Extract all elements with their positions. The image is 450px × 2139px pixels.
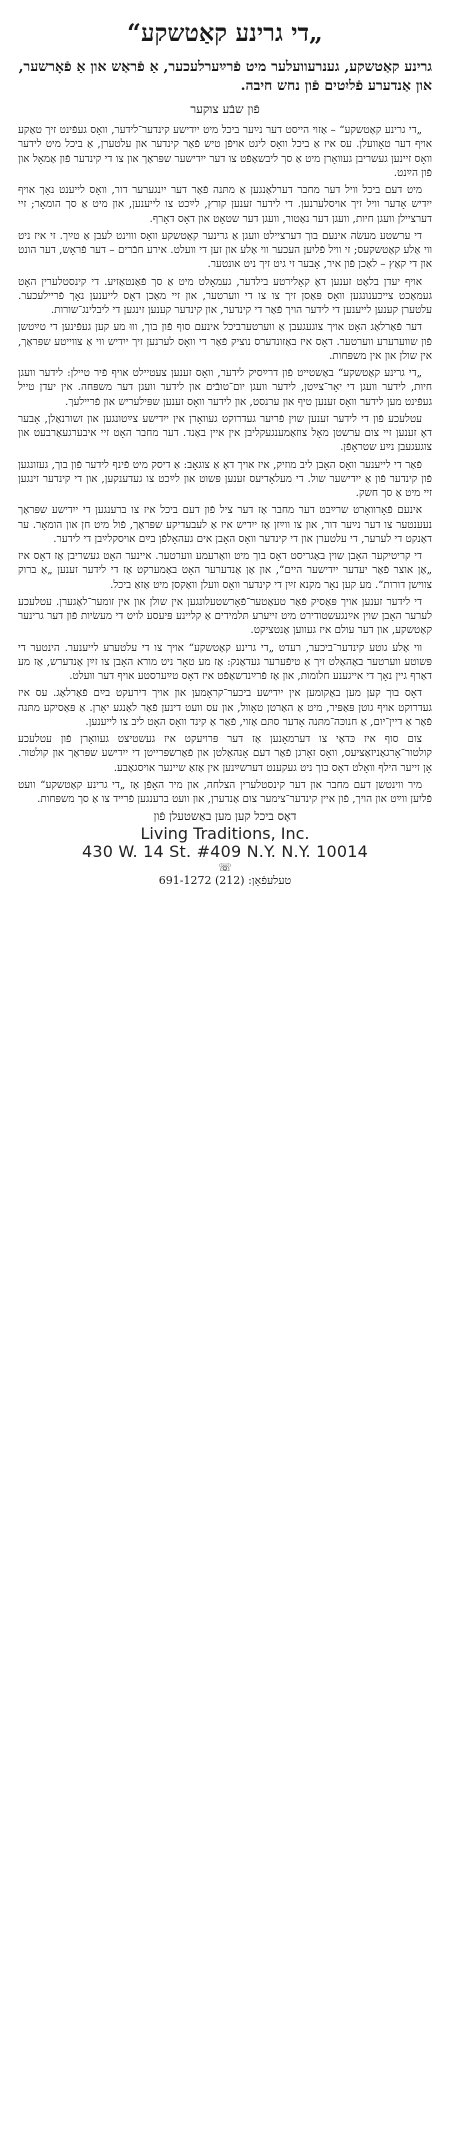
body-paragraph: די ערשטע מעשׂה אינעם בוך דערציילט וועגן אַ גרינער קאַטשקע וואָס וווינט לעבן אַ טײַך. זי איז ניט ווי אַלע קאַטשקעס; זי וויל פֿליִען העכער ווי אַלע און זען די וועלט. אירע חבֿרים – דער פֿראָש, דער הונט און די קאַץ – לאַכן פֿון איר, אָבער זי גיט זיך ניט אונטער. (18, 229, 432, 271)
article-body (18, 123, 432, 806)
phone-icon: ☏ (218, 861, 232, 875)
body-paragraph: עטלעכע פֿון די לידער זענען שוין פֿריִער געדרוקט געוואָרן אין ייִדישע צײַטונגען און זשורנאַלן, אָבער דאָ זענען זיי צום ערשטן מאָל צוזאַמענגעקליבן אין איין באַנד. דער מחבר האָט זיי איבערגעאַרבעט און צוגעגעבן נײַע שטראָפֿן. (18, 412, 432, 454)
article-subtitle: גרינע קאַטשקע, גענרעוועלער מיט פֿרײַערלעכער, אַ פֿראַש און אַ פֿאָרשער, און אַנדערע פֿליִטים פֿון נחש חיבה. (18, 59, 432, 94)
body-paragraph: דאָס בוך קען מען באַקומען אין ייִדישע ביכער־קראָמען און אויך דירעקט בײַם פֿאַרלאַג. עס איז געדרוקט אויף גוטן פּאַפּיר, מיט אַ האַרטן טאָוול, און עס וועט דינען פֿאַר לאַנגע יאָרן. אַ פּאַסיקע מתּנה פֿאַר אַ דיין־יום, אַ חנוכּה־מתּנה אָדער סתּם אַזוי, פֿאַר אַ קינד וואָס האָט ליב צו לייענען. (18, 687, 432, 728)
body-paragraph: אויף יעדן בלאַט זענען דאָ קאָלירטע בילדער, געמאָלט מיט אַ סך פֿאַנטאַזיע. די קינסטלערין האָט געמאַכט צייכענונגען וואָס פּאַסן זיך צו צו די ווערטער, און זיי מאַכן דאָס לייענען נאָך פֿריילעכער. עלטערן קענען לייענען די לידער הויך פֿאַר די קינדער, און קינדער קענען זינגען די ליבלינג־שורות. (18, 275, 432, 316)
body-paragraph: צום סוף איז כּדאַי צו דערמאָנען אַז דער פּרויעקט איז געשטיצט געוואָרן פֿון עטלעכע קולטור־אָרגאַניזאַציעס, וואָס זאָרגן פֿאַר דעם אָנהאַלטן און פֿאַרשפּרייטן די ייִדישע שפּראַך און קולטור. אָן זייער הילף וואָלט דאָס בוך ניט געקענט דערשײַנען אין אַזאַ שיינער אויסגאַבע. (18, 733, 432, 774)
publisher-name: Living Traditions, Inc. (140, 824, 310, 844)
article-byline: פֿון שבֿע צוקער (190, 102, 260, 116)
body-paragraph: ווי אַלע גוטע קינדער־ביכער, רעדט „די גרינע קאַטשקע“ אויך צו די עלטערע לייענער. הינטער די פּשוטע ווערטער באַהאַלט זיך אַ טיפֿערער געדאַנק: אַז מע טאָר ניט מורא האָבן צו זײַן אַנדערש, אַז מע דאַרף גיין נאָך די אייגענע חלומות, און אַז פֿרײַנדשאַפֿט איז דאָס טײַערסטע אויף דער וועלט. (18, 641, 432, 682)
body-paragraph: „די גרינע קאַטשקע“ – אַזוי הייסט דער נײַער ביכל מיט ייִדישע קינדער־לידער, וואָס געפֿינט זיך טאַקע אויף דער טאָוועלן. עס איז אַ ביכל וואָס ליגט אויפֿן טיש פֿאַר קינדער און עלטערן, אַ ביכל מיט לידער וואָס זיינען געשריבן געוואָרן מיט אַ סך ליבשאַפֿט צו דער ייִדישער שפּראַך און צו די קינדער פֿון אַמאָל און פֿון הײַנט. (18, 124, 432, 179)
body-paragraph: מיר ווינטשן דעם מחבר און דער קינסטלערין הצלחה, און מיר האָפֿן אַז „די גרינע קאַטשקע“ וועט פֿליִען ווײַט און הויך, פֿון איין קינדער־צימער צום אַנדערן, און וועט ברענגען פֿרייד צו אַ סך משפּחות. (18, 778, 432, 805)
body-paragraph: אינעם פֿאָרוואָרט שרײַבט דער מחבר אַז דער ציל פֿון דעם ביכל איז צו ברענגען די ייִדישע שפּראַך נעענטער צו דער נײַער דור, און צו ווײַזן אַז ייִדיש איז אַ לעבעדיקע שפּראַך, פֿול מיט חן און הומאָר. ער דאַנקט די לערער, די עלטערן און די קינדער וואָס האָבן אים געהאָלפֿן בײַם אויסקלײַבן די לידער. (18, 504, 432, 545)
article-title: „די גרינע קאַטשקע“ (127, 18, 323, 47)
body-paragraph: „די גרינע קאַטשקע“ באַשטייט פֿון דרײַסיק לידער, וואָס זענען צעטיילט אויף פֿיר טיילן: לידער וועגן חיות, לידער וועגן די יאָר־צײַטן, לידער וועגן יום־טובֿים און לידער וועגן דער משפּחה. אין יעדן טייל געפֿינט מען לידער וואָס זענען טיף און ערנסט, און לידער וואָס זענען שפּילעריש און פֿריילעך. (18, 367, 432, 408)
body-paragraph: מיט דעם ביכל וויל דער מחבר דערלאַנגען אַ מתּנה פֿאַר דער ייִנגערער דור, וואָס לייענט נאָך אויף ייִדיש אָדער וויל זיך אויסלערנען. די לידער זענען קורץ, לײַכט צו לייענען, און מיט אַ סך הומאָר; זיי דערציילן וועגן חיות, וועגן דער נאַטור, וועגן דער שטאָט און דאָס דאָרף. (18, 184, 432, 225)
body-paragraph: די לידער זענען אויך פּאַסיק פֿאַר טעאַטער־פֿאָרשטעלונגען אין שולן און אין זומער־לאַגערן. עטלעכע לערער האָבן שוין אײַנגעשטודירט מיט זייערע תּלמידים אַ קליינע פּיעסע לויט די מעשׂיות פֿון דער גרינער קאַטשקע, און דער עולם איז געווען אַנטציקט. (18, 595, 432, 637)
publisher-address: 430 W. 14 St. #409 N.Y. N.Y. 10014 (81, 842, 369, 862)
body-paragraph: די קריטיקער האָבן שוין באַגריסט דאָס בוך מיט וואַרעמע ווערטער. איינער האָט געשריבן אַז דאָס איז „אַן אוצר פֿאַר יעדער ייִדישער היים“, און אַן אַנדערער האָט באַמערקט אַז די לידער זענען „אַ ברוק צווישן דורות“. מע קען נאָר מקנא זײַן די קינדער וואָס וועלן וואַקסן מיט אַזאַ ביכל. (18, 550, 432, 591)
publisher-footer (18, 825, 432, 888)
order-info-line: דאָס ביכל קען מען באַשטעלן פֿון (153, 809, 297, 824)
publisher-phone: טעלעפֿאָן: (212) 691-1272 (158, 874, 292, 888)
body-paragraph: דער פֿאַרלאַג האָט אויך צוגעגעבן אַ ווערטערביכל אינעם סוף פֿון בוך, וווּ מע קען געפֿינען די טײַטשן פֿון שווערערע ווערטער. דאָס איז באַזונדערס נוציק פֿאַר די וואָס לערנען זיך ייִדיש ווי אַ צווייטע שפּראַך, אין שולן און אין משפּחות. (18, 321, 432, 362)
body-paragraph: פֿאַר די לייענער וואָס האָבן ליב מוזיק, איז אויך דאָ אַ צוגאָב: אַ דיסק מיט פֿינף לידער פֿון בוך, געזונגען פֿון קינדער פֿון אַ ייִדישער שול. די מעלאָדיעס זענען פּשוט און לײַכט צו געדענקען, און די קינדער זינגען זיי מיט אַ סך חשק. (18, 458, 432, 499)
